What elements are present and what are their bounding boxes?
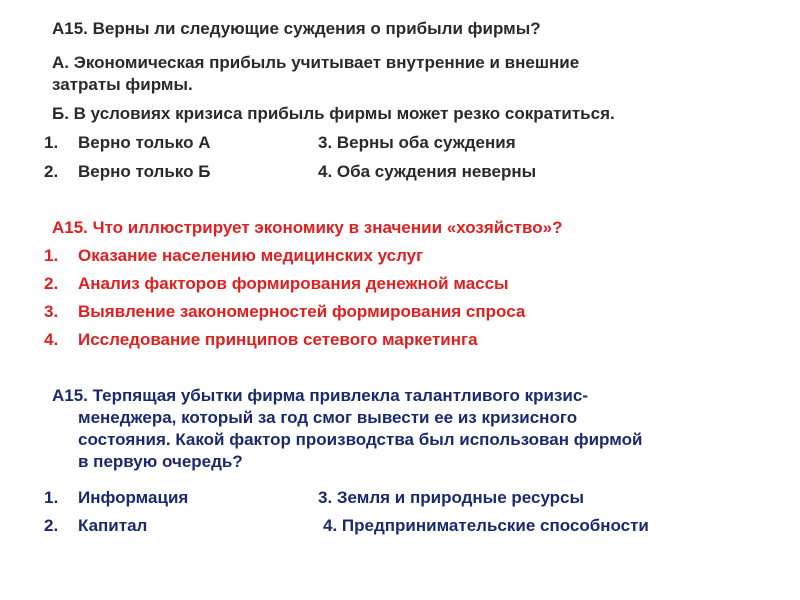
question-3-line-3: состояния. Какой фактор производства был использован фирмой [78, 430, 643, 449]
option-number: 1. [44, 246, 59, 265]
option-number: 4. [44, 330, 59, 349]
option-2-text: Анализ факторов формирования денежной массы [78, 274, 509, 293]
option-number: 2. [44, 274, 59, 293]
option-number: 1. [44, 133, 59, 152]
option-number: 3. [44, 302, 59, 321]
question-1-title: А15. Верны ли следующие суждения о прибыли фирмы? [52, 19, 541, 38]
option-3-text: 3. Земля и природные ресурсы [318, 488, 585, 507]
option-3-text: 3. Верны оба суждения [318, 133, 516, 152]
option-2-text: Верно только Б [78, 162, 211, 181]
option-4-text: Исследование принципов сетевого маркетинга [78, 330, 478, 349]
statement-a-line-1: А. Экономическая прибыль учитывает внутренние и внешние [52, 53, 580, 72]
statement-a-line-2: затраты фирмы. [52, 75, 193, 94]
option-number: 1. [44, 488, 59, 507]
option-1-text: Верно только А [78, 133, 211, 152]
option-2-text: Капитал [78, 516, 148, 535]
question-3-line-4: в первую очередь? [78, 452, 243, 471]
option-3-text: Выявление закономерностей формирования спроса [78, 302, 526, 321]
statement-b: Б. В условиях кризиса прибыль фирмы может резко сократиться. [52, 104, 615, 123]
option-4-text: 4. Предпринимательские способности [323, 516, 649, 535]
question-3-line-1: А15. Терпящая убытки фирма привлекла талантливого кризис- [52, 386, 588, 405]
option-number: 2. [44, 516, 59, 535]
option-1-text: Оказание населению медицинских услуг [78, 246, 424, 265]
question-3-line-2: менеджера, который за год смог вывести ее из кризисного [78, 408, 578, 427]
option-number: 2. [44, 162, 59, 181]
option-4-text: 4. Оба суждения неверны [318, 162, 537, 181]
question-2-title: А15. Что иллюстрирует экономику в значении «хозяйство»? [52, 218, 563, 237]
option-1-text: Информация [78, 488, 189, 507]
